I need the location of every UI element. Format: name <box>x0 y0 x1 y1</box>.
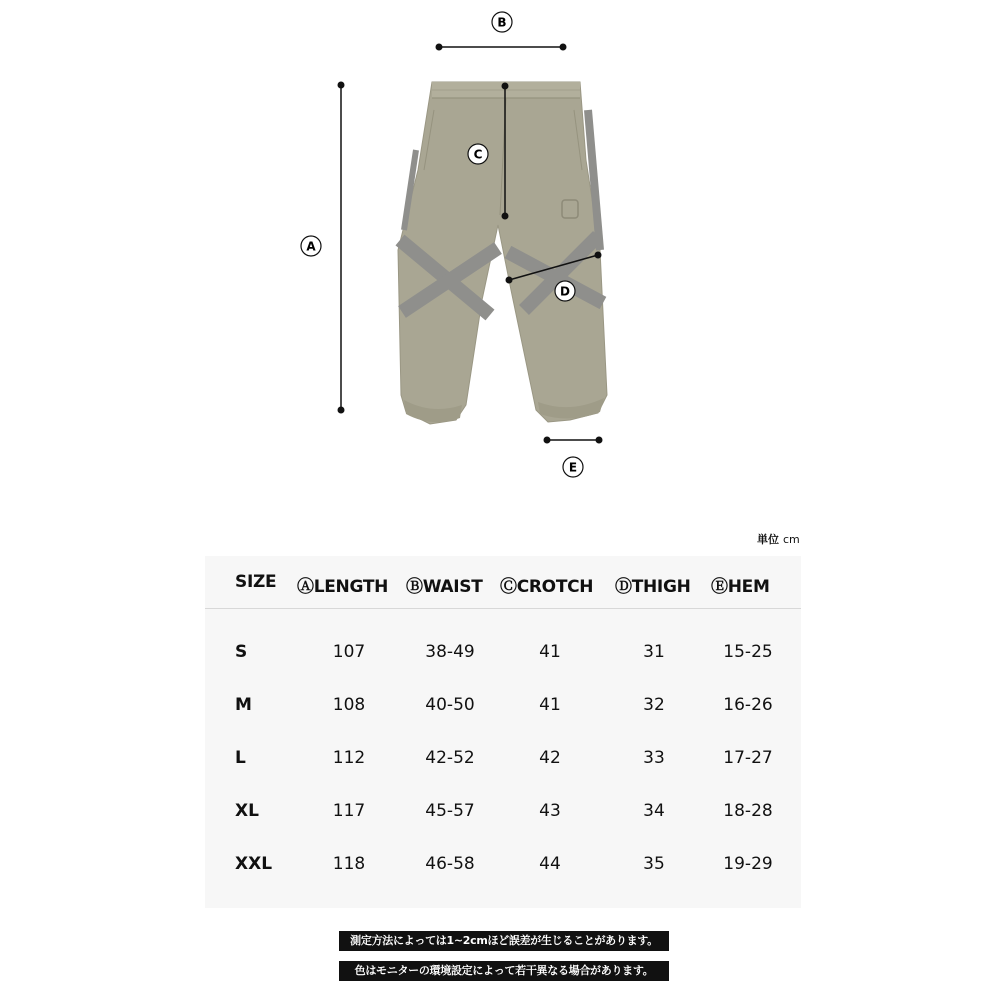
cell-hem: 19-29 <box>723 854 773 874</box>
marker-c <box>468 144 488 164</box>
cell-length: 108 <box>332 695 366 715</box>
cell-crotch: 44 <box>539 854 561 874</box>
header-length: ⒶLENGTH <box>297 577 389 597</box>
cell-hem: 18-28 <box>723 801 773 821</box>
cell-size: S <box>235 642 248 662</box>
note-measurement: 測定方法によっては1~2cmほど誤差が生じることがあります。 <box>339 931 669 951</box>
size-table <box>205 556 801 908</box>
cell-crotch: 43 <box>539 801 561 821</box>
note-color: 色はモニターの環境設定によって若干異なる場合があります。 <box>339 961 669 981</box>
marker-b <box>492 12 512 32</box>
header-thigh: ⒹTHIGH <box>615 577 691 597</box>
cell-waist: 42-52 <box>425 748 475 768</box>
marker-d <box>555 281 575 301</box>
header-size: SIZE <box>235 572 277 592</box>
table-row <box>205 801 801 831</box>
marker-a <box>301 236 321 256</box>
cell-crotch: 42 <box>539 748 561 768</box>
header-hem: ⒺHEM <box>711 577 770 597</box>
unit-label <box>757 531 800 547</box>
unit-value: cm <box>783 533 800 546</box>
table-row <box>205 695 801 725</box>
cell-thigh: 34 <box>643 801 665 821</box>
cell-size: XL <box>235 801 259 821</box>
cell-thigh: 35 <box>643 854 665 874</box>
cell-size: M <box>235 695 252 715</box>
cell-waist: 38-49 <box>425 642 475 662</box>
svg-text:D: D <box>560 284 570 299</box>
header-crotch: ⒸCROTCH <box>500 577 594 597</box>
measure-waist <box>436 44 567 51</box>
unit-label-text: 単位 <box>757 533 779 546</box>
cell-size: XXL <box>235 854 273 874</box>
cell-crotch: 41 <box>539 695 561 715</box>
svg-text:E: E <box>568 460 578 475</box>
table-row <box>205 854 801 884</box>
table-header <box>205 556 801 609</box>
cell-size: L <box>235 748 246 768</box>
cell-thigh: 33 <box>643 748 665 768</box>
marker-e <box>563 457 583 477</box>
cell-hem: 17-27 <box>723 748 773 768</box>
cell-length: 107 <box>332 642 366 662</box>
cell-thigh: 31 <box>643 642 665 662</box>
cell-waist: 40-50 <box>425 695 475 715</box>
header-waist: ⒷWAIST <box>406 577 483 597</box>
svg-text:B: B <box>497 15 507 30</box>
svg-text:A: A <box>306 239 316 254</box>
measure-hem <box>544 437 603 444</box>
svg-text:C: C <box>473 147 483 162</box>
pants-illustration <box>398 82 607 424</box>
cell-length: 117 <box>332 801 366 821</box>
cell-crotch: 41 <box>539 642 561 662</box>
cell-length: 118 <box>332 854 366 874</box>
cell-length: 112 <box>332 748 366 768</box>
table-row <box>205 748 801 778</box>
cell-hem: 15-25 <box>723 642 773 662</box>
cell-waist: 45-57 <box>425 801 475 821</box>
measure-length <box>338 82 345 414</box>
cell-waist: 46-58 <box>425 854 475 874</box>
cell-hem: 16-26 <box>723 695 773 715</box>
table-row <box>205 642 801 672</box>
cell-thigh: 32 <box>643 695 665 715</box>
